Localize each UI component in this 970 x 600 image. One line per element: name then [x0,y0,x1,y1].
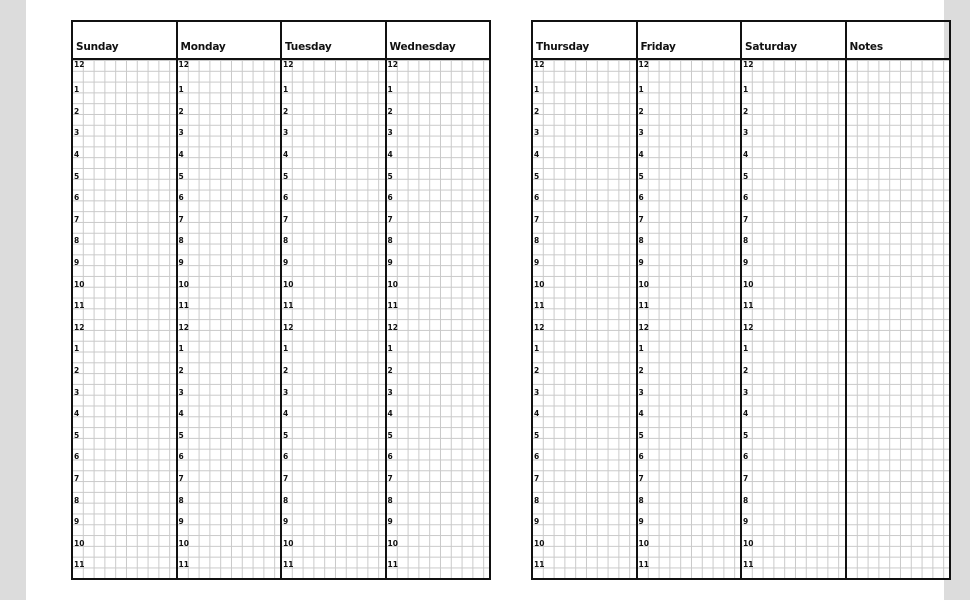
hour-label: 1 [387,85,393,95]
hour-label: 6 [638,193,644,203]
hour-label: 9 [387,517,393,527]
hour-label: 11 [178,301,189,311]
hour-label: 3 [743,128,749,138]
grid-area[interactable] [178,60,281,578]
column-header [638,22,741,60]
day-column-tuesday [280,22,385,578]
column-header [742,22,845,60]
hour-label: 6 [178,193,184,203]
hour-label: 10 [178,279,189,289]
hour-label: 5 [534,171,540,181]
hour-label: 2 [178,365,184,375]
hour-label: 3 [283,387,289,397]
grid-area[interactable] [387,60,490,578]
hour-label: 10 [638,279,649,289]
day-column-wednesday [385,22,490,578]
hour-label: 7 [743,473,749,483]
hour-label: 12 [387,60,398,69]
hour-label: 4 [743,409,749,419]
column-title-sunday: Sunday [76,41,119,53]
column-header [73,22,176,60]
hour-label: 4 [283,409,289,419]
hour-label: 10 [283,538,294,548]
hour-label: 7 [534,473,540,483]
hour-label: 2 [743,365,749,375]
hour-label: 2 [283,106,289,116]
hour-label: 7 [283,214,289,224]
hour-label: 12 [534,322,545,332]
hour-label: 1 [743,85,749,95]
hour-label: 4 [178,149,184,159]
hour-label: 8 [178,236,184,246]
hour-label: 1 [74,85,80,95]
hour-label: 6 [534,193,540,203]
hour-label: 12 [387,322,398,332]
hour-label: 5 [283,171,289,181]
grid-area[interactable] [73,60,176,578]
hour-label: 10 [743,538,754,548]
hour-label: 2 [387,365,393,375]
column-header [847,22,950,60]
hour-label: 8 [638,495,644,505]
weekly-planner-right-page [531,20,951,580]
column-title-wednesday: Wednesday [389,41,456,53]
hour-label: 6 [743,193,749,203]
hour-label: 11 [178,560,189,570]
day-column-thursday [533,22,636,578]
right-page-columns [533,22,949,578]
hour-label: 8 [534,495,540,505]
hour-label: 9 [178,257,184,267]
hour-label: 4 [178,409,184,419]
hour-label: 4 [638,409,644,419]
hour-label: 1 [534,85,540,95]
column-title-monday: Monday [180,41,226,53]
hour-label: 9 [387,257,393,267]
hour-label: 8 [638,236,644,246]
hour-label: 11 [387,301,398,311]
hour-label: 4 [534,149,540,159]
hour-label: 11 [743,301,754,311]
hour-label: 6 [283,452,289,462]
hour-label: 11 [743,560,754,570]
hour-label: 6 [638,452,644,462]
hour-label: 12 [178,60,189,69]
column-title-friday: Friday [640,41,676,53]
hour-label: 5 [178,430,184,440]
hour-label: 6 [387,452,393,462]
hour-label: 1 [387,344,393,354]
hour-label: 3 [534,387,540,397]
hour-label: 11 [534,301,545,311]
hour-label: 7 [74,214,80,224]
grid-area[interactable] [533,60,636,578]
column-title-tuesday: Tuesday [285,41,332,53]
hour-label: 2 [283,365,289,375]
hour-label: 6 [743,452,749,462]
grid-area[interactable] [638,60,741,578]
hour-label: 12 [178,322,189,332]
hour-label: 10 [534,538,545,548]
hour-label: 3 [638,128,644,138]
hour-label: 7 [178,473,184,483]
day-column-saturday [740,22,845,578]
hour-label: 12 [638,60,649,69]
hour-label: 9 [178,517,184,527]
hour-label: 8 [387,495,393,505]
hour-label: 9 [743,517,749,527]
hour-label: 7 [283,473,289,483]
hour-label: 5 [387,430,393,440]
hour-label: 3 [283,128,289,138]
hour-label: 5 [743,171,749,181]
hour-label: 10 [534,279,545,289]
hour-label: 8 [178,495,184,505]
column-title-notes: Notes [849,41,883,53]
hour-label: 12 [74,60,85,69]
hour-label: 1 [743,344,749,354]
hour-label: 9 [283,517,289,527]
hour-label: 4 [74,149,80,159]
column-title-thursday: Thursday [536,41,590,53]
hour-label: 8 [743,236,749,246]
hour-label: 9 [534,517,540,527]
hour-label: 11 [283,560,294,570]
hour-label: 7 [74,473,80,483]
hour-label: 11 [74,301,85,311]
hour-label: 4 [387,409,393,419]
hour-label: 9 [283,257,289,267]
hour-label: 8 [283,495,289,505]
hour-label: 10 [387,538,398,548]
hour-label: 11 [638,560,649,570]
hour-label: 5 [74,430,80,440]
hour-label: 12 [74,322,85,332]
hour-label: 1 [283,85,289,95]
hour-label: 7 [743,214,749,224]
hour-label: 5 [534,430,540,440]
hour-label: 7 [387,473,393,483]
hour-label: 2 [74,365,80,375]
hour-label: 5 [178,171,184,181]
hour-label: 8 [387,236,393,246]
hour-label: 11 [74,560,85,570]
hour-label: 9 [743,257,749,267]
planner-sheet [26,0,944,600]
hour-label: 1 [178,344,184,354]
hour-label: 5 [638,171,644,181]
hour-label: 3 [74,387,80,397]
hour-label: 11 [283,301,294,311]
grid-area[interactable] [742,60,845,578]
hour-label: 10 [74,279,85,289]
hour-label: 6 [534,452,540,462]
hour-label: 2 [743,106,749,116]
day-column-monday [176,22,281,578]
hour-label: 7 [638,214,644,224]
hour-label: 4 [743,149,749,159]
hour-label: 9 [74,517,80,527]
hour-label: 1 [74,344,80,354]
hour-label: 11 [387,560,398,570]
hour-label: 4 [638,149,644,159]
hour-label: 2 [638,106,644,116]
hour-label: 6 [74,452,80,462]
hour-label: 1 [283,344,289,354]
column-header [178,22,281,60]
hour-label: 2 [534,106,540,116]
hour-label: 7 [638,473,644,483]
hour-label: 7 [387,214,393,224]
hour-label: 3 [387,387,393,397]
hour-label: 4 [74,409,80,419]
hour-label: 2 [638,365,644,375]
hour-label: 12 [638,322,649,332]
hour-label: 4 [387,149,393,159]
hour-label: 11 [534,560,545,570]
hour-label: 2 [387,106,393,116]
hour-label: 6 [178,452,184,462]
hour-label: 4 [283,149,289,159]
hour-label: 10 [638,538,649,548]
hour-label: 8 [743,495,749,505]
hour-label: 6 [387,193,393,203]
hour-label: 2 [74,106,80,116]
hour-label: 1 [178,85,184,95]
hour-label: 8 [283,236,289,246]
hour-label: 12 [283,322,294,332]
hour-label: 3 [387,128,393,138]
weekly-planner-left-page [71,20,491,580]
hour-label: 10 [743,279,754,289]
notes-column [845,22,950,578]
hour-label: 3 [74,128,80,138]
hour-label: 9 [534,257,540,267]
hour-label: 12 [534,60,545,69]
hour-label: 7 [534,214,540,224]
hour-label: 6 [283,193,289,203]
left-page-columns [73,22,489,578]
hour-label: 10 [74,538,85,548]
hour-label: 8 [74,236,80,246]
hour-label: 5 [638,430,644,440]
hour-label: 3 [743,387,749,397]
hour-label: 1 [638,85,644,95]
hour-label: 3 [638,387,644,397]
notes-grid-area[interactable] [847,60,950,578]
hour-label: 12 [743,60,754,69]
day-column-sunday [73,22,176,578]
hour-label: 8 [74,495,80,505]
hour-label: 3 [178,128,184,138]
hour-label: 11 [638,301,649,311]
hour-label: 2 [178,106,184,116]
grid-area[interactable] [282,60,385,578]
hour-label: 7 [178,214,184,224]
hour-label: 2 [534,365,540,375]
hour-label: 5 [743,430,749,440]
column-header [282,22,385,60]
hour-label: 10 [387,279,398,289]
hour-label: 3 [178,387,184,397]
hour-label: 4 [534,409,540,419]
hour-label: 6 [74,193,80,203]
hour-label: 9 [638,257,644,267]
hour-label: 9 [74,257,80,267]
hour-label: 1 [638,344,644,354]
hour-label: 10 [283,279,294,289]
hour-label: 9 [638,517,644,527]
hour-label: 12 [743,322,754,332]
column-header [533,22,636,60]
hour-label: 12 [283,60,294,69]
hour-label: 5 [74,171,80,181]
hour-label: 1 [534,344,540,354]
hour-label: 5 [283,430,289,440]
column-title-saturday: Saturday [745,41,797,53]
hour-label: 10 [178,538,189,548]
column-header [387,22,490,60]
hour-label: 8 [534,236,540,246]
day-column-friday [636,22,741,578]
hour-label: 5 [387,171,393,181]
hour-label: 3 [534,128,540,138]
